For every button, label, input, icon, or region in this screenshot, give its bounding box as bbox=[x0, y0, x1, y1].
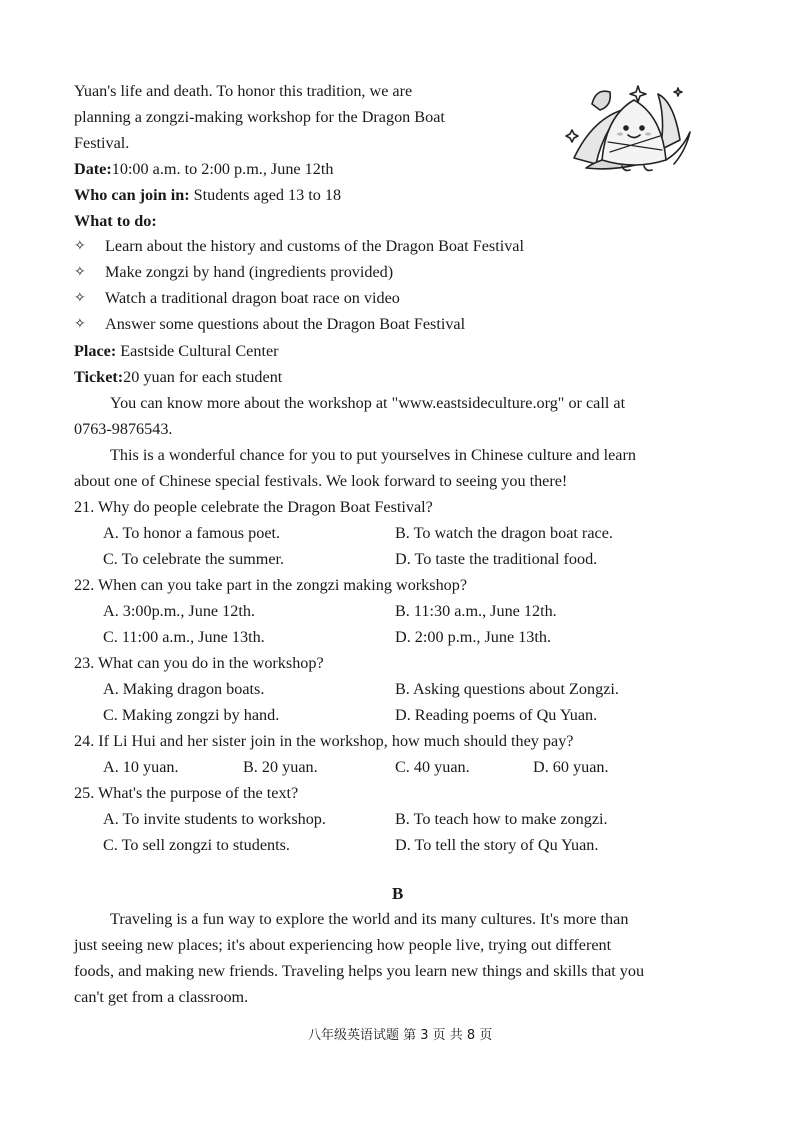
q22-option-a: A. 3:00p.m., June 12th. bbox=[103, 602, 255, 620]
what-to-do-heading: What to do: bbox=[74, 212, 157, 230]
q23-option-b: B. Asking questions about Zongzi. bbox=[395, 680, 619, 698]
list-item: Answer some questions about the Dragon Boat Festival bbox=[105, 315, 466, 333]
question-23: 23. What can you do in the workshop? bbox=[74, 654, 324, 672]
contact-line-1: You can know more about the workshop at "www.eastsideculture.org" or call at bbox=[110, 394, 626, 412]
ticket-value: 20 yuan for each student bbox=[123, 368, 283, 386]
contact-line-2: 0763-9876543. bbox=[74, 420, 173, 438]
intro-line-3: Festival. bbox=[74, 134, 130, 152]
list-item: Learn about the history and customs of the Dragon Boat Festival bbox=[105, 237, 524, 255]
date-label: Date: bbox=[74, 160, 112, 178]
q21-option-d: D. To taste the traditional food. bbox=[395, 550, 598, 568]
place-row bbox=[74, 342, 279, 361]
section-b-line-3: foods, and making new friends. Traveling helps you learn new things and skills that you bbox=[74, 962, 645, 980]
list-item: Watch a traditional dragon boat race on video bbox=[105, 289, 400, 307]
q21-option-c: C. To celebrate the summer. bbox=[103, 550, 285, 568]
closing-line-2: about one of Chinese special festivals. We look forward to seeing you there! bbox=[74, 472, 568, 490]
place-label: Place: bbox=[74, 342, 117, 360]
question-22: 22. When can you take part in the zongzi making workshop? bbox=[74, 576, 468, 594]
q25-option-b: B. To teach how to make zongzi. bbox=[395, 810, 608, 828]
question-24: 24. If Li Hui and her sister join in the workshop, how much should they pay? bbox=[74, 732, 574, 750]
bullet-icon: ✧ bbox=[74, 316, 86, 332]
section-b-line-1: Traveling is a fun way to explore the world and its many cultures. It's more than bbox=[110, 910, 629, 928]
q23-option-d: D. Reading poems of Qu Yuan. bbox=[395, 706, 598, 724]
section-b-line-2: just seeing new places; it's about experiencing how people live, trying out different bbox=[74, 936, 612, 954]
q23-option-c: C. Making zongzi by hand. bbox=[103, 706, 280, 724]
section-b-heading: B bbox=[392, 884, 404, 903]
who-row bbox=[74, 186, 341, 205]
who-label: Who can join in: bbox=[74, 186, 190, 204]
question-21: 21. Why do people celebrate the Dragon Boat Festival? bbox=[74, 498, 433, 516]
q22-option-d: D. 2:00 p.m., June 13th. bbox=[395, 628, 552, 646]
q24-option-b: B. 20 yuan. bbox=[243, 758, 318, 776]
intro-line-2: planning a zongzi-making workshop for the Dragon Boat bbox=[74, 108, 445, 126]
intro-line-1: Yuan's life and death. To honor this tradition, we are bbox=[74, 82, 413, 100]
who-value: Students aged 13 to 18 bbox=[189, 186, 342, 204]
q23-option-a: A. Making dragon boats. bbox=[103, 680, 265, 698]
date-row bbox=[74, 160, 333, 179]
list-item: Make zongzi by hand (ingredients provided) bbox=[105, 263, 394, 281]
q24-option-a: A. 10 yuan. bbox=[103, 758, 179, 776]
place-value: Eastside Cultural Center bbox=[116, 342, 279, 360]
q22-option-c: C. 11:00 a.m., June 13th. bbox=[103, 628, 265, 646]
page-footer: 八年级英语试题 第 3 页 共 8 页 bbox=[308, 1028, 493, 1043]
closing-line-1: This is a wonderful chance for you to put yourselves in Chinese culture and learn bbox=[110, 446, 636, 464]
ticket-row bbox=[74, 368, 282, 387]
bullet-icon: ✧ bbox=[74, 264, 86, 280]
ticket-label: Ticket: bbox=[74, 368, 124, 386]
section-b-line-4: can't get from a classroom. bbox=[74, 988, 249, 1006]
question-25: 25. What's the purpose of the text? bbox=[74, 784, 299, 802]
bullet-icon: ✧ bbox=[74, 238, 86, 254]
q21-option-a: A. To honor a famous poet. bbox=[103, 524, 281, 542]
q21-option-b: B. To watch the dragon boat race. bbox=[395, 524, 613, 542]
q25-option-a: A. To invite students to workshop. bbox=[103, 810, 326, 828]
q25-option-c: C. To sell zongzi to students. bbox=[103, 836, 290, 854]
bullet-icon: ✧ bbox=[74, 290, 86, 306]
q25-option-d: D. To tell the story of Qu Yuan. bbox=[395, 836, 599, 854]
date-value: 10:00 a.m. to 2:00 p.m., June 12th bbox=[111, 160, 334, 178]
q24-option-c: C. 40 yuan. bbox=[395, 758, 470, 776]
q22-option-b: B. 11:30 a.m., June 12th. bbox=[395, 602, 557, 620]
q24-option-d: D. 60 yuan. bbox=[533, 758, 609, 776]
zongzi-mascot-icon bbox=[562, 80, 694, 180]
